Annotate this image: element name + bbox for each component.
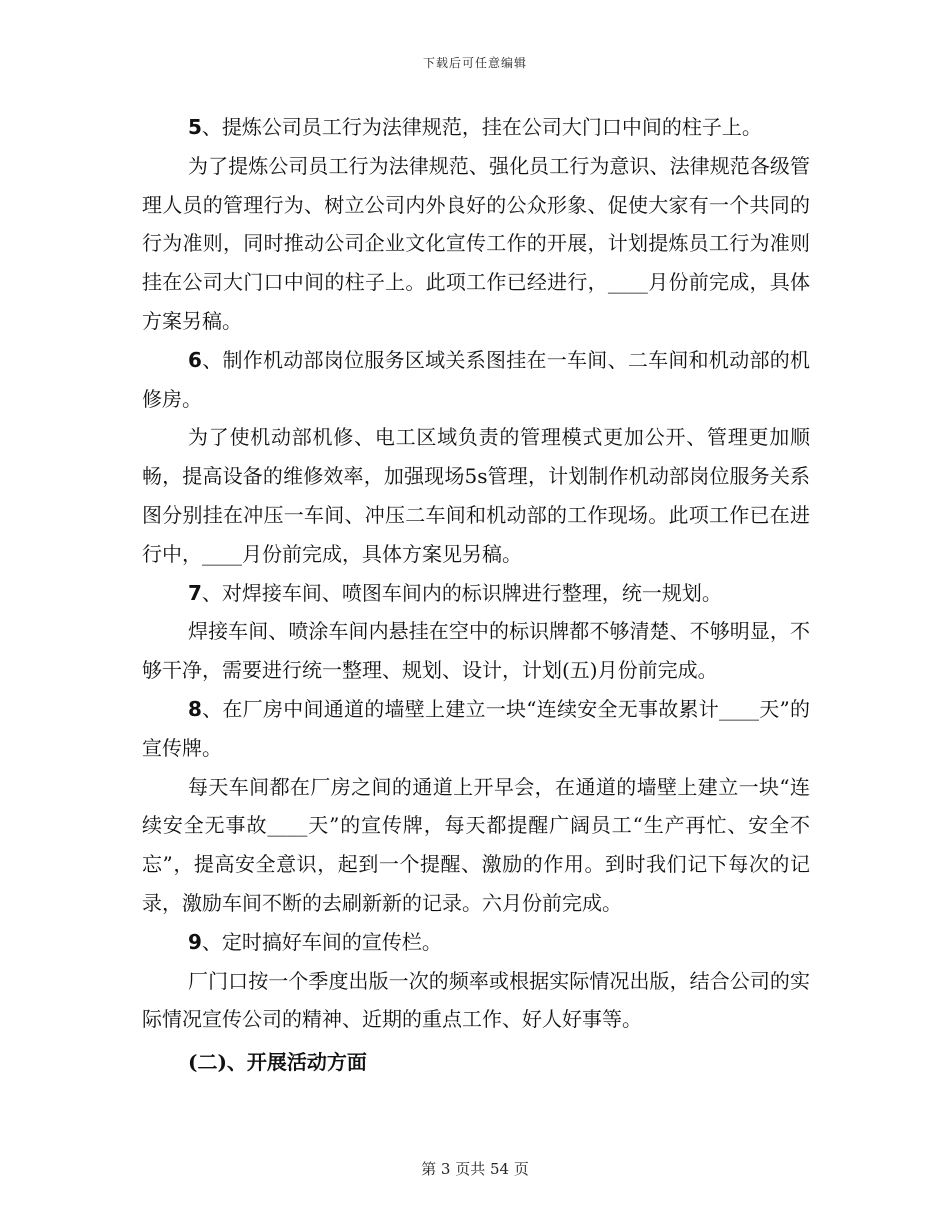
item-title: 、提炼公司员工行为法律规范，挂在公司大门口中间的柱子上。 xyxy=(201,115,762,139)
item-heading-9 xyxy=(142,923,810,962)
body-paragraph: 每天车间都在厂房之间的通道上开早会，在通道的墙壁上建立一块“连续安全无事故____天”的宣传牌，每天都提醒广阔员工“生产再忙、安全不忘”，提高安全意识，起到一个提醒、激励的作用。到时我们记下每次的记录，激励车间不断的去刷新新的记录。六月份前完成。 xyxy=(142,774,810,915)
item-number: 5 xyxy=(188,115,202,139)
document-body xyxy=(142,108,810,1082)
body-paragraph: 为了提炼公司员工行为法律规范、强化员工行为意识、法律规范各级管理人员的管理行为、树立公司内外良好的公众形象、促使大家有一个共同的行为准则，同时推动公司企业文化宣传工作的开展，计划提炼员工行为准则挂在公司大门口中间的柱子上。此项工作已经进行，____月份前完成，具体方案另稿。 xyxy=(142,153,810,333)
item-title: 、对焊接车间、喷图车间内的标识牌进行整理，统一规划。 xyxy=(201,580,722,605)
page-footer: 第 3 页共 54 页 xyxy=(421,1160,529,1178)
item-number: 8 xyxy=(188,696,202,721)
body-paragraph: 厂门口按一个季度出版一次的频率或根据实际情况出版，结合公司的实际情况宣传公司的精神、近期的重点工作、好人好事等。 xyxy=(142,968,810,1032)
page-header: 下载后可任意编辑 xyxy=(422,56,527,70)
item-heading-5 xyxy=(142,108,810,147)
item-heading-8 xyxy=(142,690,810,768)
item-heading-7 xyxy=(142,574,810,613)
item-title: 、在厂房中间通道的墙壁上建立一块“连续安全无事故累计____天”的宣传牌。 xyxy=(142,696,810,760)
body-paragraph: 焊接车间、喷涂车间内悬挂在空中的标识牌都不够清楚、不够明显，不够干净，需要进行统一整理、规划、设计，计划(五)月份前完成。 xyxy=(142,619,810,683)
item-number: 6 xyxy=(188,347,202,372)
item-number: 7 xyxy=(188,580,202,605)
item-heading-6 xyxy=(142,341,810,419)
section-heading: (二)、开展活动方面 xyxy=(188,1050,367,1075)
body-paragraph: 为了使机动部机修、电工区域负责的管理模式更加公开、管理更加顺畅，提高设备的维修效率，加强现场5s管理，计划制作机动部岗位服务关系图分别挂在冲压一车间、冲压二车间和机动部的工作现场。此项工作已在进行中，____月份前完成，具体方案见另稿。 xyxy=(142,425,810,566)
item-title: 、定时搞好车间的宣传栏。 xyxy=(201,929,442,954)
item-title: 、制作机动部岗位服务区域关系图挂在一车间、二车间和机动部的机修房。 xyxy=(142,347,810,411)
item-number: 9 xyxy=(188,929,202,954)
